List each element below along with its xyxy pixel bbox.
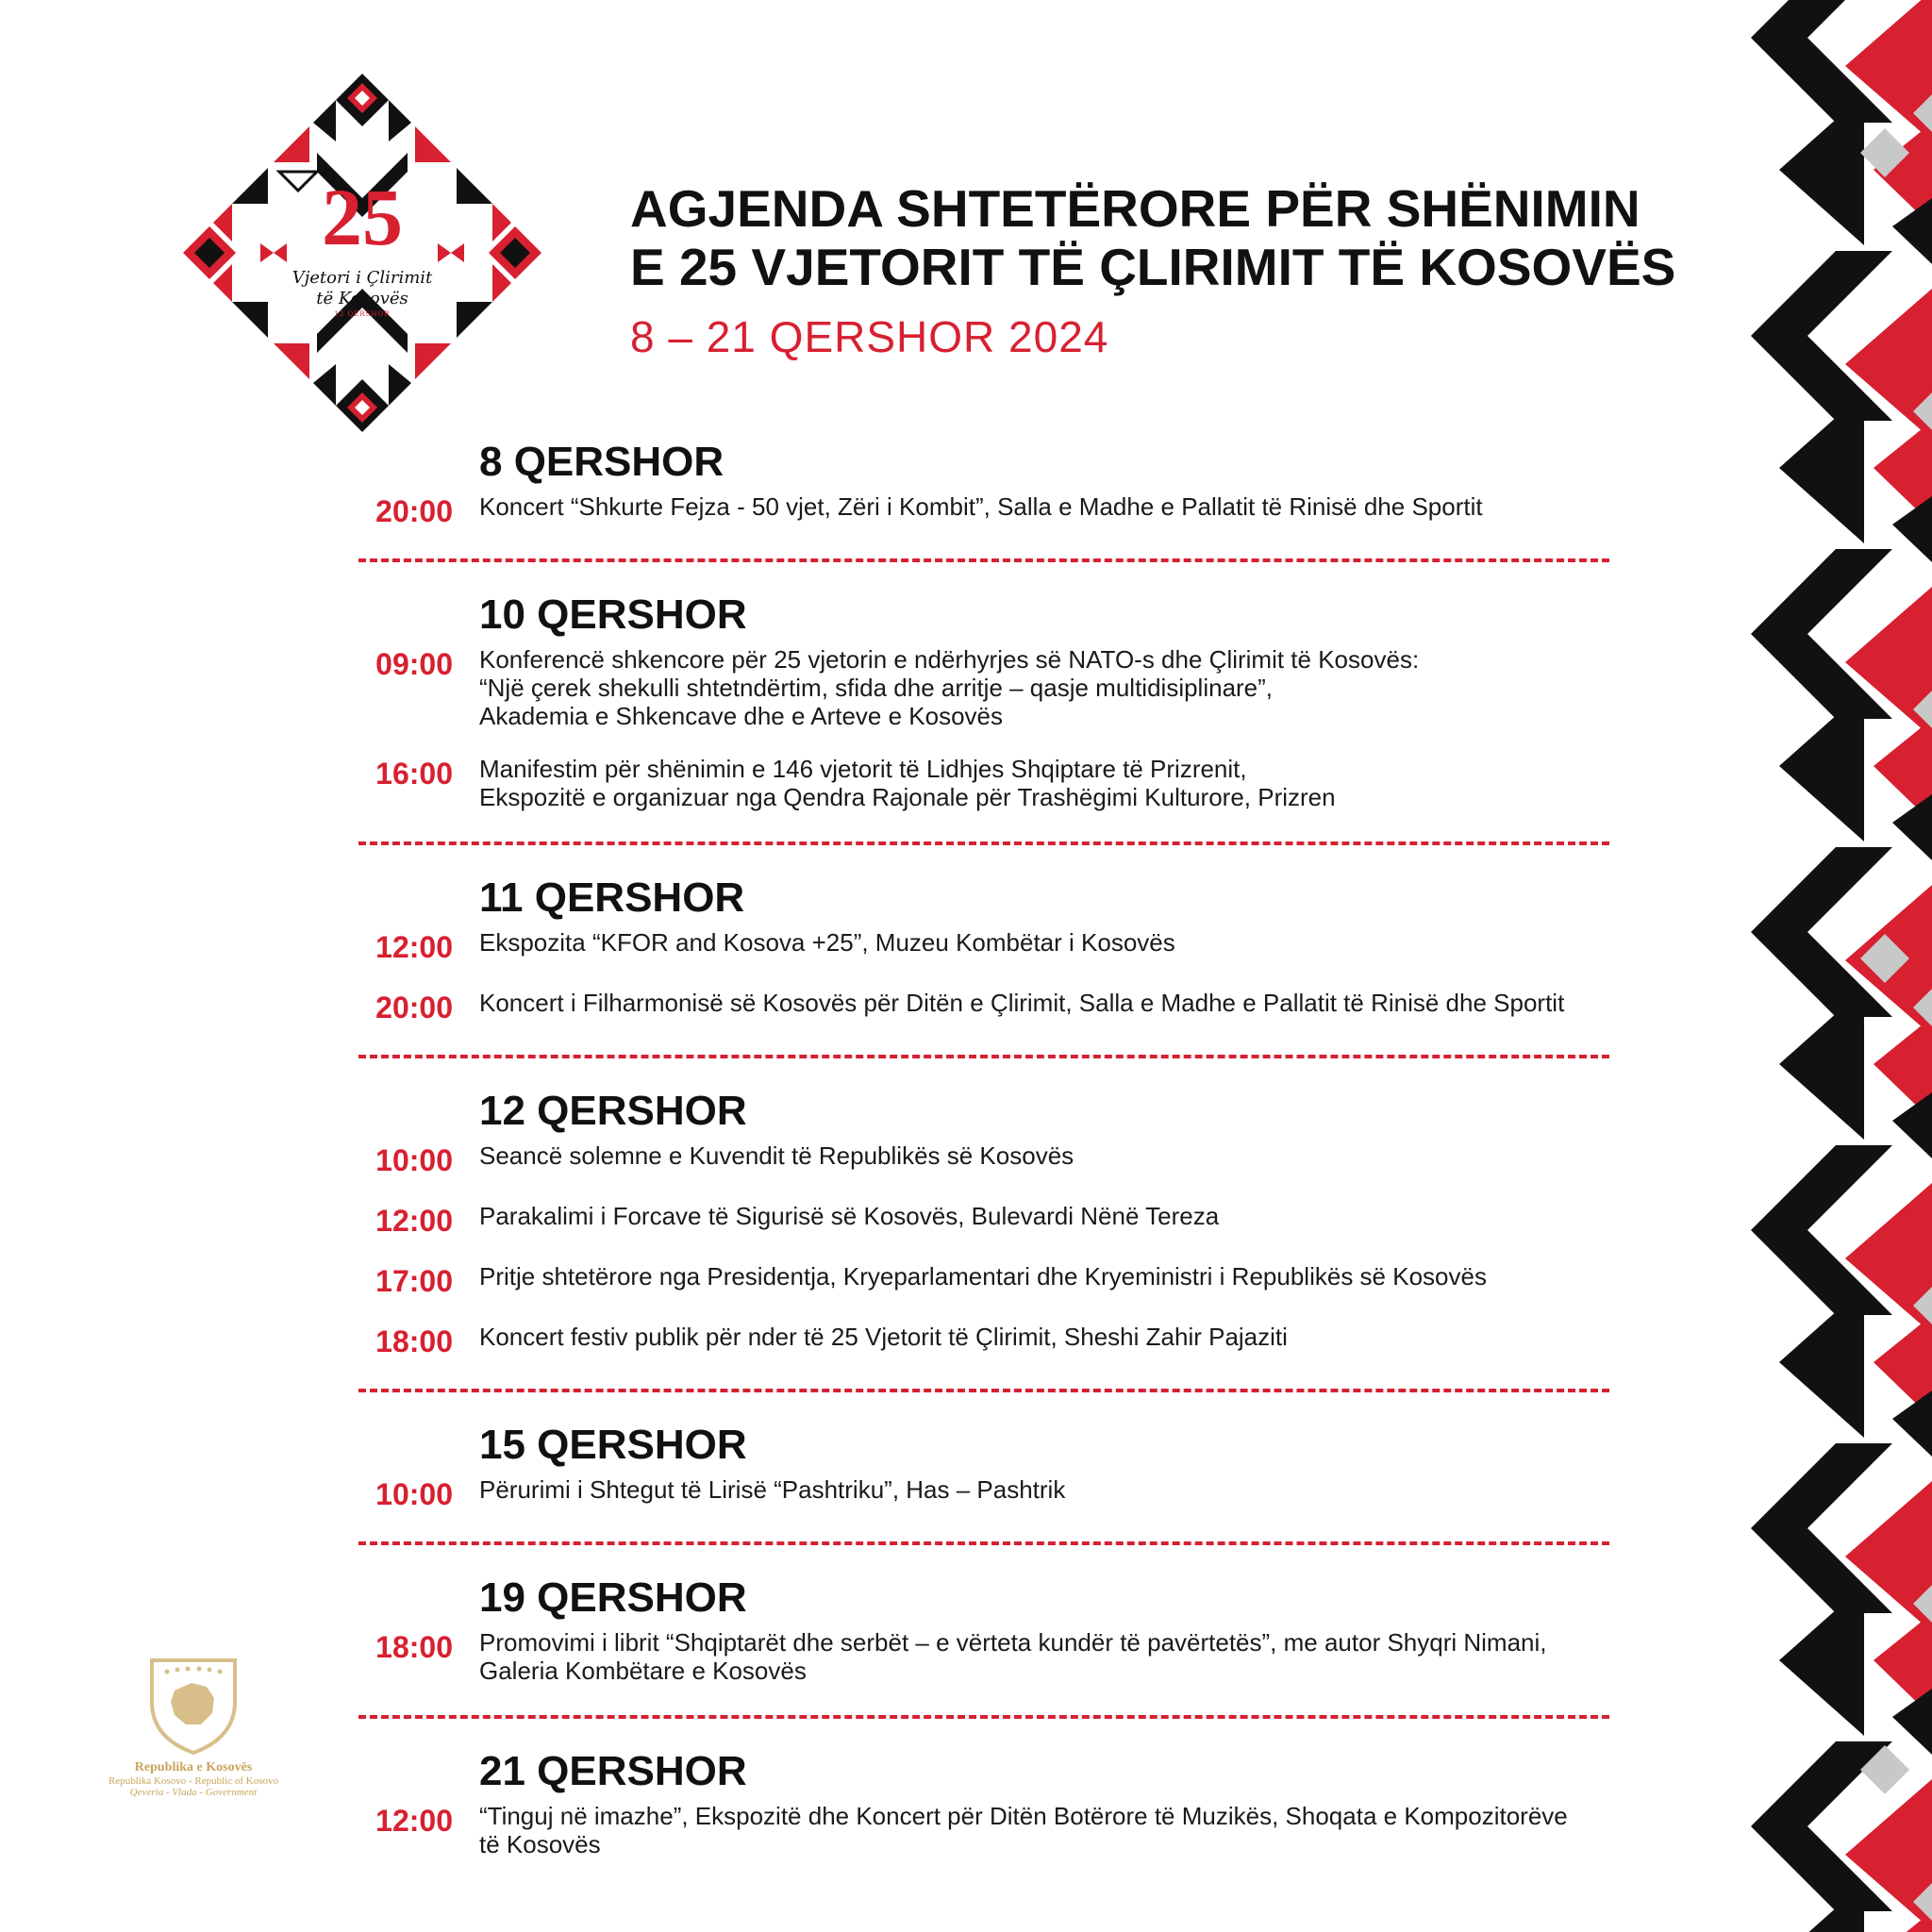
day-title: 8 QERSHOR bbox=[479, 439, 724, 485]
day-block bbox=[358, 589, 1660, 811]
day-title: 12 QERSHOR bbox=[479, 1088, 747, 1134]
event-row bbox=[358, 1475, 1660, 1511]
anniversary-logo bbox=[175, 66, 549, 440]
dashed-divider bbox=[358, 1715, 1609, 1719]
event-time: 20:00 bbox=[375, 991, 453, 1024]
event-description: Koncert “Shkurte Fejza - 50 vjet, Zëri i Kombit”, Salla e Madhe e Pallatit të Rinisë dhe Sportit bbox=[479, 492, 1483, 521]
event-row bbox=[358, 755, 1660, 811]
event-description: Koncert festiv publik për nder të 25 Vjetorit të Çlirimit, Sheshi Zahir Pajaziti bbox=[479, 1323, 1288, 1351]
day-block bbox=[358, 1572, 1660, 1685]
event-description: Përurimi i Shtegut të Lirisë “Pashtriku”, Has – Pashtrik bbox=[479, 1475, 1066, 1504]
event-time: 12:00 bbox=[375, 1804, 453, 1838]
event-description: Pritje shtetërore nga Presidentja, Kryeparlamentari dhe Kryeministri i Republikës së Kosovës bbox=[479, 1262, 1487, 1291]
day-block bbox=[358, 872, 1660, 1024]
event-time: 12:00 bbox=[375, 1204, 453, 1238]
event-time: 09:00 bbox=[375, 647, 453, 681]
pattern-chevron bbox=[1751, 1145, 1892, 1315]
decorative-border-pattern bbox=[1751, 0, 1932, 1932]
event-description: Seancë solemne e Kuvendit të Republikës së Kosovës bbox=[479, 1141, 1074, 1170]
event-row bbox=[358, 1202, 1660, 1238]
dashed-divider bbox=[358, 558, 1609, 562]
pattern-wing bbox=[1892, 198, 1932, 264]
pattern-wing bbox=[1892, 496, 1932, 562]
emblem-line2: Republika Kosovo - Republic of Kosovo bbox=[108, 1775, 278, 1787]
event-time: 12:00 bbox=[375, 930, 453, 964]
logo-script-line2: të Kosovës bbox=[316, 289, 408, 308]
page-title-line2: E 25 VJETORIT TË ÇLIRIMIT TË KOSOVËS bbox=[630, 238, 1676, 296]
event-time: 16:00 bbox=[375, 757, 453, 791]
pattern-wing bbox=[1892, 1092, 1932, 1158]
pattern-black-triangle bbox=[1779, 1287, 1864, 1438]
pattern-wing bbox=[1892, 794, 1932, 860]
event-time: 10:00 bbox=[375, 1143, 453, 1177]
pattern-chevron bbox=[1751, 549, 1892, 719]
pattern-chevron bbox=[1751, 251, 1892, 421]
day-title: 21 QERSHOR bbox=[479, 1748, 747, 1794]
event-description: Parakalimi i Forcave të Sigurisë së Kosovës, Bulevardi Nënë Tereza bbox=[479, 1202, 1220, 1230]
event-row bbox=[358, 928, 1660, 964]
logo-small-text: 12 QERSHOR bbox=[334, 310, 391, 318]
day-block bbox=[358, 1419, 1660, 1511]
event-row bbox=[358, 1262, 1660, 1298]
day-title: 10 QERSHOR bbox=[479, 591, 747, 638]
day-block bbox=[358, 436, 1660, 528]
day-title: 11 QERSHOR bbox=[479, 874, 745, 921]
pattern-black-triangle bbox=[1779, 392, 1864, 543]
dashed-divider bbox=[358, 841, 1609, 845]
agenda-list bbox=[358, 436, 1660, 1858]
event-row bbox=[358, 492, 1660, 528]
logo-script-line1: Vjetori i Çlirimit bbox=[291, 268, 433, 288]
logo-script bbox=[175, 268, 549, 319]
pattern-black-triangle bbox=[1779, 691, 1864, 841]
event-description: Manifestim për shënimin e 146 vjetorit të Lidhjes Shqiptare të Prizrenit, Ekspozitë e organizuar nga Qendra Rajonale për Trashëgimi Kulturore, Prizren bbox=[479, 755, 1336, 811]
event-time: 10:00 bbox=[375, 1477, 453, 1511]
event-description: Promovimi i librit “Shqiptarët dhe serbët – e vërteta kundër të pavërtetës”, me autor Shyqri Nimani, Galeria Kombëtare e Kosovës bbox=[479, 1628, 1547, 1685]
government-emblem bbox=[94, 1653, 292, 1798]
day-title: 19 QERSHOR bbox=[479, 1574, 747, 1621]
page-header bbox=[630, 179, 1675, 362]
page-title-line1: AGJENDA SHTETËRORE PËR SHËNIMIN bbox=[630, 179, 1641, 238]
date-range: 8 – 21 QERSHOR 2024 bbox=[630, 312, 1109, 361]
event-row bbox=[358, 1141, 1660, 1177]
event-description: Ekspozita “KFOR and Kosova +25”, Muzeu Kombëtar i Kosovës bbox=[479, 928, 1175, 957]
event-time: 17:00 bbox=[375, 1264, 453, 1298]
event-description: Konferencë shkencore për 25 vjetorin e ndërhyrjes së NATO-s dhe Çlirimit të Kosovës: “Një çerek shekulli shtetndërtim, sfida dhe arritje – qasje multidisiplinare”, Akademia e Shkencave dhe e Arteve e Kosovës bbox=[479, 645, 1420, 730]
event-row bbox=[358, 1802, 1660, 1858]
pattern-black-triangle bbox=[1779, 94, 1864, 245]
event-description: Koncert i Filharmonisë së Kosovës për Ditën e Çlirimit, Salla e Madhe e Pallatit të Rinisë dhe Sportit bbox=[479, 989, 1565, 1017]
dashed-divider bbox=[358, 1389, 1609, 1392]
emblem-line3: Qeveria - Vlada - Government bbox=[129, 1787, 258, 1798]
day-block bbox=[358, 1085, 1660, 1358]
pattern-black-triangle bbox=[1779, 989, 1864, 1140]
shield-icon bbox=[146, 1653, 241, 1757]
pattern-chevron bbox=[1751, 1443, 1892, 1613]
pattern-wing bbox=[1892, 1391, 1932, 1457]
event-description: “Tinguj në imazhe”, Ekspozitë dhe Koncert për Ditën Botërore të Muzikës, Shoqata e Kompozitorëve të Kosovës bbox=[479, 1802, 1568, 1858]
event-row bbox=[358, 645, 1660, 730]
pattern-black-triangle bbox=[1779, 1585, 1864, 1736]
pattern-chevron bbox=[1751, 847, 1892, 1017]
event-row bbox=[358, 989, 1660, 1024]
emblem-line1: Republika e Kosovës bbox=[134, 1760, 253, 1774]
day-block bbox=[358, 1745, 1660, 1858]
dashed-divider bbox=[358, 1541, 1609, 1545]
event-row bbox=[358, 1323, 1660, 1358]
event-time: 20:00 bbox=[375, 494, 453, 528]
event-time: 18:00 bbox=[375, 1630, 453, 1664]
logo-number: 25 bbox=[322, 172, 403, 262]
pattern-wing bbox=[1892, 1689, 1932, 1755]
event-row bbox=[358, 1628, 1660, 1685]
event-time: 18:00 bbox=[375, 1324, 453, 1358]
dashed-divider bbox=[358, 1055, 1609, 1058]
day-title: 15 QERSHOR bbox=[479, 1422, 747, 1468]
